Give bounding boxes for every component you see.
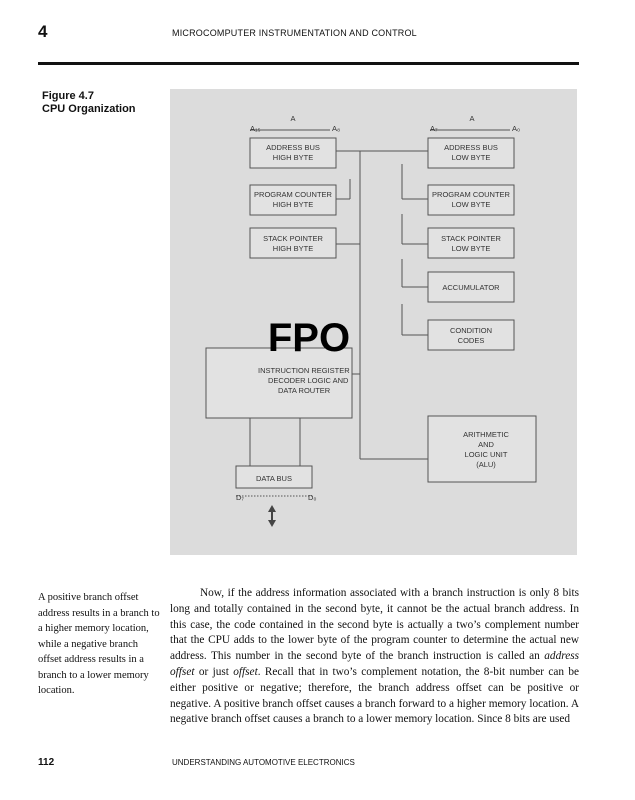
body-paragraph <box>170 586 579 728</box>
address-bus-high-label-line1: ADDRESS BUS <box>266 143 320 152</box>
stack-pointer-low-label-line2: LOW BYTE <box>451 244 491 253</box>
term-address-offset: address offset <box>170 650 579 678</box>
condition-codes-label-line2: CODES <box>457 336 485 345</box>
running-head: MICROCOMPUTER INSTRUMENTATION AND CONTROL <box>172 28 417 38</box>
data-bus-label: DATA BUS <box>256 474 292 483</box>
fpo-placeholder: FPO <box>267 316 351 360</box>
accumulator-label: ACCUMULATOR <box>442 283 500 292</box>
left-bus-top-label: A <box>290 114 296 123</box>
header-rule <box>38 62 579 65</box>
page-number: 112 <box>38 757 55 768</box>
address-bus-low-label-line2: LOW BYTE <box>451 153 491 162</box>
body-text-segment: or just <box>194 665 234 678</box>
figure-label-block <box>42 90 136 116</box>
right-bus-top-label: A <box>469 114 475 123</box>
bidirectional-arrow-icon <box>268 505 276 527</box>
figure-number: Figure 4.7 <box>42 90 94 102</box>
right-bus-from-label: A₇ <box>430 124 438 133</box>
margin-note: A positive branch offset address results in a branch to a higher memory location, while a negative branch offset address results in a branch to a lower memory location. <box>38 592 160 696</box>
address-bus-high-label-line2: HIGH BYTE <box>272 153 314 162</box>
data-bus-from-label: D₇ <box>236 493 244 502</box>
left-bus-from-label: A₁₅ <box>250 124 261 133</box>
body-text-segment: Now, if the address information associated with a branch instruction is only 8 bits long and totally contained in the second byte, it cannot be the actual branch address. In this case, the code contained in the second byte is actually a two’s complement number that the CPU adds to the lower byte of the program counter to determine the actual new address. This number in the second byte of the branch instruction is called an <box>170 587 579 663</box>
left-bus-to-label: A₈ <box>332 124 341 133</box>
stack-pointer-high-label-line2: HIGH BYTE <box>272 244 314 253</box>
instruction-register-label-line3: DATA ROUTER <box>278 386 331 395</box>
alu-label-line1: ARITHMETIC <box>463 430 509 439</box>
instruction-register-label-line2: DECODER LOGIC AND <box>268 376 349 385</box>
alu-label-line2: AND <box>478 440 494 449</box>
program-counter-high-label-line2: HIGH BYTE <box>272 200 314 209</box>
program-counter-high-label-line1: PROGRAM COUNTER <box>254 190 332 199</box>
right-bus-to-label: A₀ <box>512 124 521 133</box>
running-foot: UNDERSTANDING AUTOMOTIVE ELECTRONICS <box>172 758 355 767</box>
program-counter-low-label-line1: PROGRAM COUNTER <box>432 190 510 199</box>
data-bus-to-label: D₀ <box>308 493 317 502</box>
program-counter-low-label-line2: LOW BYTE <box>451 200 491 209</box>
figure-caption: CPU Organization <box>42 103 136 115</box>
chapter-number: 4 <box>38 22 48 41</box>
address-bus-low-label-line1: ADDRESS BUS <box>444 143 498 152</box>
instruction-register-label-line1: INSTRUCTION REGISTER <box>258 366 350 375</box>
stack-pointer-low-label-line1: STACK POINTER <box>441 234 501 243</box>
condition-codes-label-line1: CONDITION <box>449 326 493 335</box>
alu-label-line3: LOGIC UNIT <box>464 450 508 459</box>
stack-pointer-high-label-line1: STACK POINTER <box>263 234 323 243</box>
alu-label-line4: (ALU) <box>476 460 496 469</box>
cpu-diagram <box>170 89 577 555</box>
term-offset: offset <box>233 665 258 678</box>
cpu-organization-figure <box>170 89 577 555</box>
body-text-segment: . Recall that in two’s complement notation, the 8-bit number can be either positive or negative; therefore, the branch address offset can be positive or negative. A positive branch offset causes a branch forward to a higher memory location. A negative branch offset causes a branch to a lower memory location. Since 8 bits are used <box>170 665 579 726</box>
